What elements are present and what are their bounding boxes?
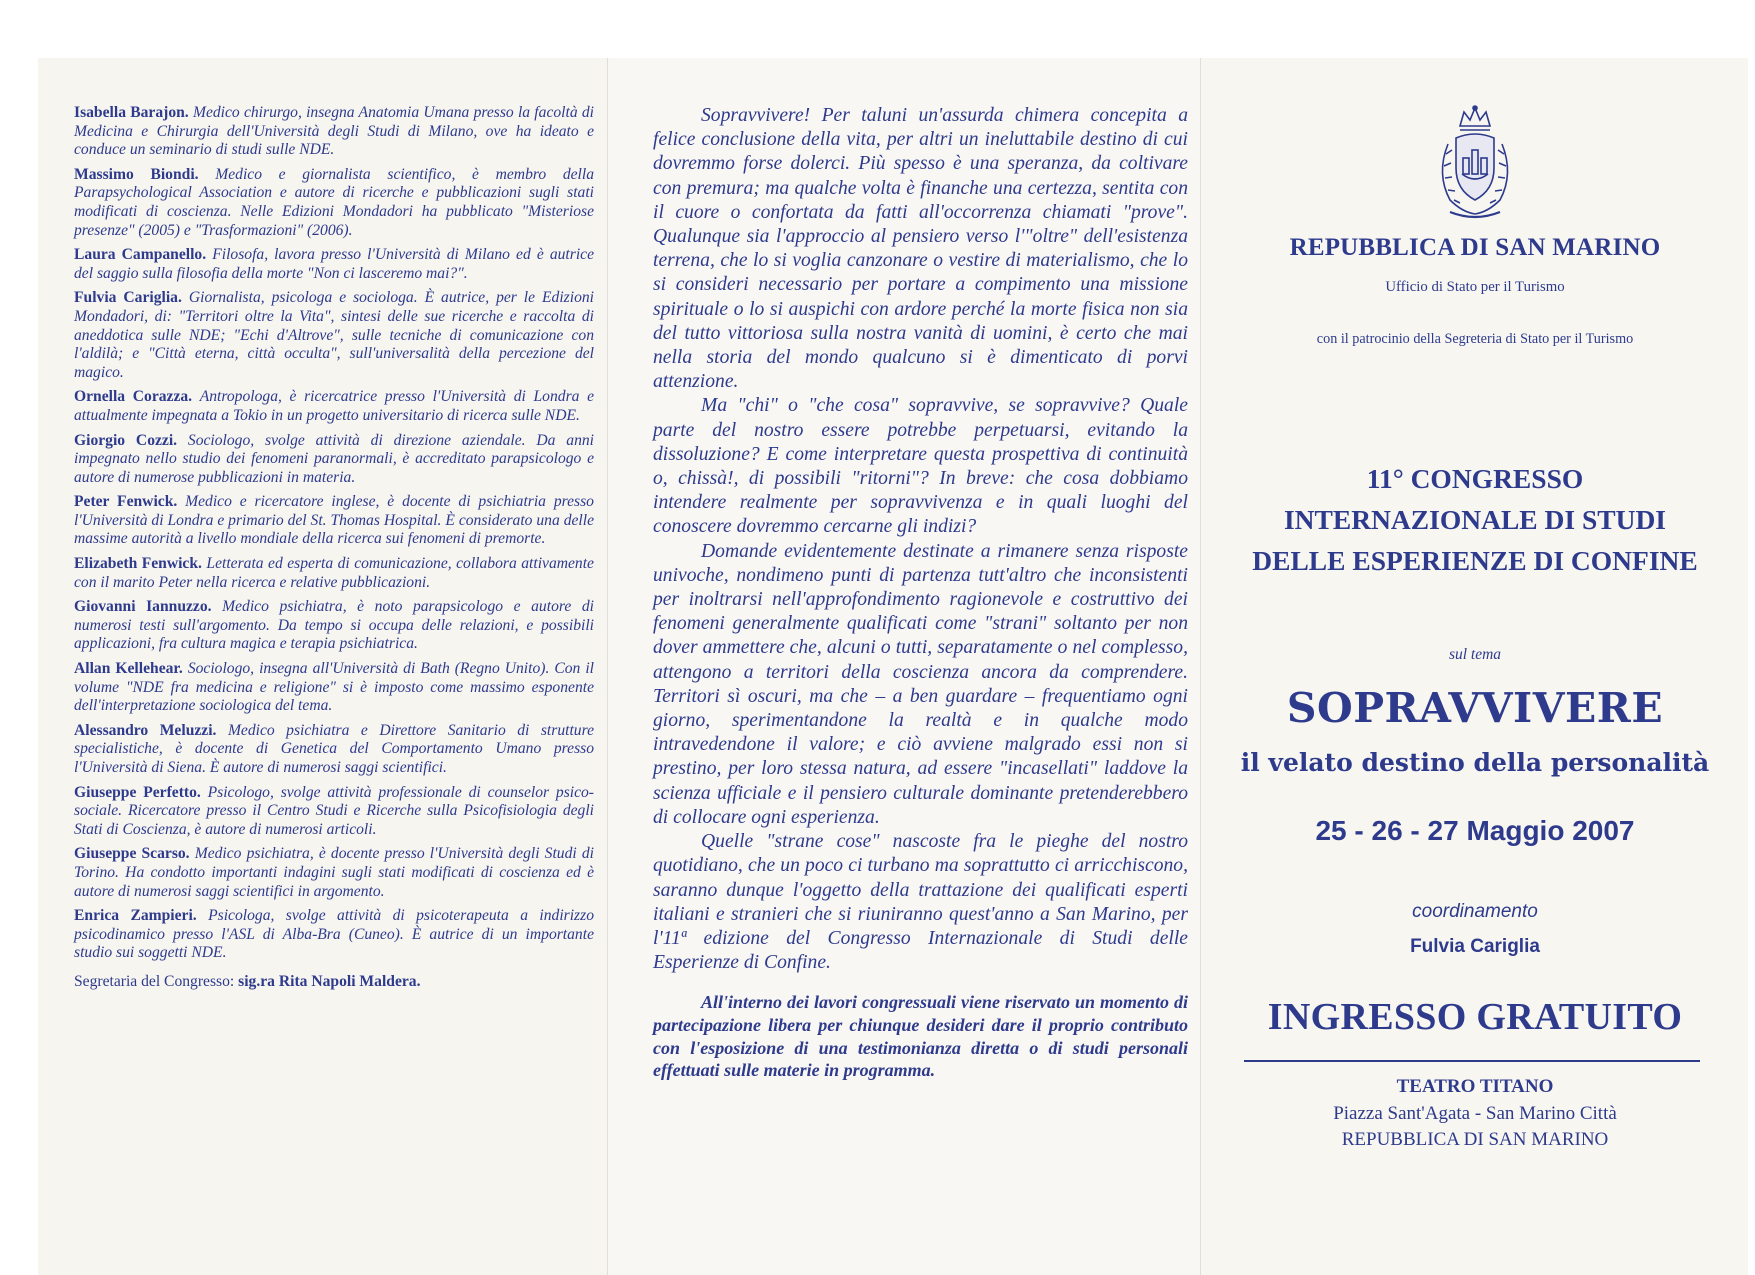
speaker-description: Psicologa, svolge attività di psicoterapeuta a indirizzo psicodinamico presso l'ASL di Alba-Bra (Cuneo). È autrice di un importante studio sui soggetti NDE. [74,907,594,962]
essay-paragraph: Sopravvivere! Per taluni un'assurda chimera concepita a felice conclusione della vita, per altri un ineluttabile destino di cui dovremmo forse dolerci. Più spesso è una speranza, da coltivare con premura; ma qualche volta è finanche una certezza, sentita con il cuore o confortata da fatti all'occorrenza chiamati "prove". Qualunque sia l'approccio al pensiero verso l'"oltre" dell'esistenza terrena, che lo si voglia canzonare o vestire di materialismo, che lo si consideri necessario per portare a compimento una missione spirituale o lo si auspichi con ardore perché la morte fisica non sia del tutto vittoriosa sulla nostra vanità di uomini, è certo che mai nella storia del mondo qualcuno si è dimenticato di porvi attenzione. [653,105,1188,393]
speaker-bio [74,598,594,654]
essay-paragraph: Domande evidentemente destinate a rimanere senza risposte univoche, nondimeno punti di partenza tutt'altro che inconsistenti per inoltrarsi nell'approfondimento ragionevole e costruttivo dei fenomeni generalmente qualificati come "strani" soltanto per non dover ammettere che, alcuni o tutti, separatamente o nel complesso, attengono a territori della coscienza ancora da comprendere. Territori sì oscuri, ma che – a ben guardare – frequentiamo ogni giorno, sperimentandone la realtà e in qualche modo intravedendone il valore; e ciò avviene malgrado essi non si prestino, per loro stessa natura, ad essere "incasellati" laddove la scienza ufficiale e il pensiero culturale dominante pretenderebbero di collocare ogni esperienza. [653,540,1188,828]
secretary-label: Segretaria del Congresso: [74,972,235,990]
congress-title-line: INTERNAZIONALE DI STUDI [1283,504,1667,535]
speaker-bio [74,432,594,488]
congress-title-line: DELLE ESPERIENZE DI CONFINE [1252,545,1698,576]
speaker-description: Psicologo, svolge attività professionale di counselor psico-sociale. Ricercatore presso il Centro Studi e Ricerche sulla Psicofisiologia degli Stati di Coscienza, è autore di numerosi articoli. [74,783,594,838]
essay-paragraph: Ma "chi" o "che cosa" sopravvive, se sopravvive? Quale parte del nostro essere potrebbe perpetuarsi, evitando la dissoluzione? E come interpretare questa prospettiva di continuità o, chissà!, di possibili "ritorni"? In breve: che cosa dobbiamo intendere realmente per sopravvivenza e in quali luoghi del conoscere dovremmo cercarne gli indizi? [653,395,1188,538]
speaker-name: Giorgio Cozzi. [74,431,178,449]
speaker-description: Medico psichiatra e Direttore Sanitario di strutture specialistiche, è docente di Genetica del Comportamento Umano presso l'Università di Siena. È autore di numerosi saggi scientifici. [74,721,594,776]
secretary-name: sig.ra Rita Napoli Maldera. [238,972,421,990]
speaker-description: Medico e giornalista scientifico, è membro della Parapsychological Association e autore di ricerche e pubblicazioni sugli stati modificati di coscienza. Nelle Edizioni Mondadori ha pubblicato "Misteriose presenze" (2005) e "Trasformazioni" (2006). [74,165,594,239]
theme-label: sul tema [1448,646,1502,663]
speaker-bio [74,845,594,901]
speaker-description: Medico e ricercatore inglese, è docente di psichiatria presso l'Università di Londra e primario del St. Thomas Hospital. È considerato una delle massime autorità a livello mondiale della ricerca sui fenomeni di premorte. [74,493,594,548]
event-dates: 25 - 26 - 27 Maggio 2007 [1315,815,1635,846]
san-marino-coat-of-arms-icon [1430,104,1520,224]
venue-name: TEATRO TITANO [1396,1076,1554,1097]
speaker-description: Sociologo, insegna all'Università di Bath (Regno Unito). Con il volume "NDE fra medicina e religione" si è imposto come massimo esponente dell'interpretazione sociologica del tema. [74,660,594,715]
cover-panel [1202,58,1748,1275]
speaker-description: Medico chirurgo, insegna Anatomia Umana presso la facoltà di Medicina e Chirurgia dell'Università degli Studi di Milano, ove ha ideato e conduce un seminario di studi sulle NDE. [74,104,594,159]
essay-text [653,104,1188,1082]
speaker-bio [74,660,594,716]
speaker-description: Medico psichiatra, è noto parapsicologo e autore di numerosi testi sull'argomento. Da tempo si occupa delle relazioni, e possibili applicazioni, fra cultura magica e terapia psichiatrica. [74,598,594,653]
patronage-line: con il patrocinio della Segreteria di Stato per il Turismo [1316,331,1634,347]
speaker-description: Letterata ed esperta di comunicazione, collabora attivamente con il marito Peter nella ricerca e relative pubblicazioni. [74,555,594,591]
speaker-bio [74,166,594,240]
speaker-name: Peter Fenwick. [74,493,178,511]
speaker-name: Allan Kellehear. [74,660,183,678]
cover [1202,58,1748,1275]
speaker-bio [74,784,594,840]
congress-secretary [74,973,594,992]
speakers-panel [38,58,608,1275]
congress-title-line: 11° CONGRESSO [1366,463,1584,494]
divider [1244,1060,1700,1062]
speaker-description: Sociologo, svolge attività di direzione aziendale. Da anni impegnato nello studio dei fenomeni paranormali, è accreditato parapsicologo e autore di numerose pubblicazioni in materia. [74,431,594,486]
issuer-name: REPUBBLICA DI SAN MARINO [1289,234,1661,261]
coordination-label: coordinamento [1412,901,1538,922]
theme-subtitle: il velato destino della personalità [1240,748,1710,777]
speaker-bio [74,555,594,592]
speaker-bio [74,388,594,425]
venue-country: REPUBBLICA DI SAN MARINO [1341,1129,1609,1150]
speaker-bio [74,722,594,778]
speaker-bio [74,104,594,160]
speaker-name: Giovanni Iannuzzo. [74,598,212,616]
speaker-description: Antropologa, è ricercatrice presso l'Università di Londra e attualmente impegnata a Tokio in un progetto universitario di ricerca sulle NDE. [74,388,594,424]
speaker-name: Enrica Zampieri. [74,907,197,925]
speaker-name: Laura Campanello. [74,246,207,264]
speaker-name: Giuseppe Perfetto. [74,783,201,801]
speaker-name: Ornella Corazza. [74,388,193,406]
speaker-bio [74,246,594,283]
speaker-description: Filosofa, lavora presso l'Università di Milano ed è autrice del saggio sulla filosofia della morte "Non ci lasceremo mai?". [74,246,594,282]
speaker-description: Giornalista, psicologa e sociologa. È autrice, per le Edizioni Mondadori, di: "Territori oltre la Vita", sintesi delle sue ricerche e raccolta di aneddotica sulle NDE; "Echi d'Altrove", sulle tecniche di comunicazione con l'aldilà; e "Città eterna, città occulta", sull'universalità della percezione del magico. [74,289,594,381]
speaker-description: Medico psichiatra, è docente presso l'Università degli Studi di Torino. Ha condotto importanti indagini sugli stati modificati di coscienza ed è autore di numerosi saggi scientifici in argomento. [74,845,594,900]
coordinator-name: Fulvia Cariglia [1410,936,1540,957]
speaker-name: Giuseppe Scarso. [74,845,190,863]
speaker-name: Alessandro Meluzzi. [74,721,217,739]
speaker-bio [74,493,594,549]
speaker-bio-list [74,104,594,992]
speaker-name: Isabella Barajon. [74,104,189,121]
speaker-name: Elizabeth Fenwick. [74,555,202,573]
free-entry-headline: INGRESSO GRATUITO [1267,996,1683,1038]
speaker-name: Massimo Biondi. [74,165,199,183]
speaker-bio [74,907,594,963]
congress-title [1202,458,1748,581]
theme-title: SOPRAVVIVERE [1286,684,1664,732]
speaker-name: Fulvia Cariglia. [74,289,182,307]
participation-note: All'interno dei lavori congressuali viene riservato un momento di partecipazione libera per chiunque desideri dare il proprio contributo con l'esposizione di una testimonianza diretta o di studi personali effettuati sulle materie in programma. [653,992,1188,1081]
speaker-bio [74,289,594,382]
essay-paragraph: Quelle "strane cose" nascoste fra le pieghe del nostro quotidiano, che un poco ci turbano ma soprattutto ci arricchiscono, saranno dunque l'oggetto della trattazione dei qualificati esperti italiani e stranieri che si riuniranno quest'anno a San Marino, per l'11ª edizione del Congresso Internazionale di Studi delle Esperienze di Confine. [653,831,1188,974]
venue-address: Piazza Sant'Agata - San Marino Città [1333,1103,1617,1124]
tourism-office: Ufficio di Stato per il Turismo [1385,279,1565,295]
essay-panel [609,58,1201,1275]
